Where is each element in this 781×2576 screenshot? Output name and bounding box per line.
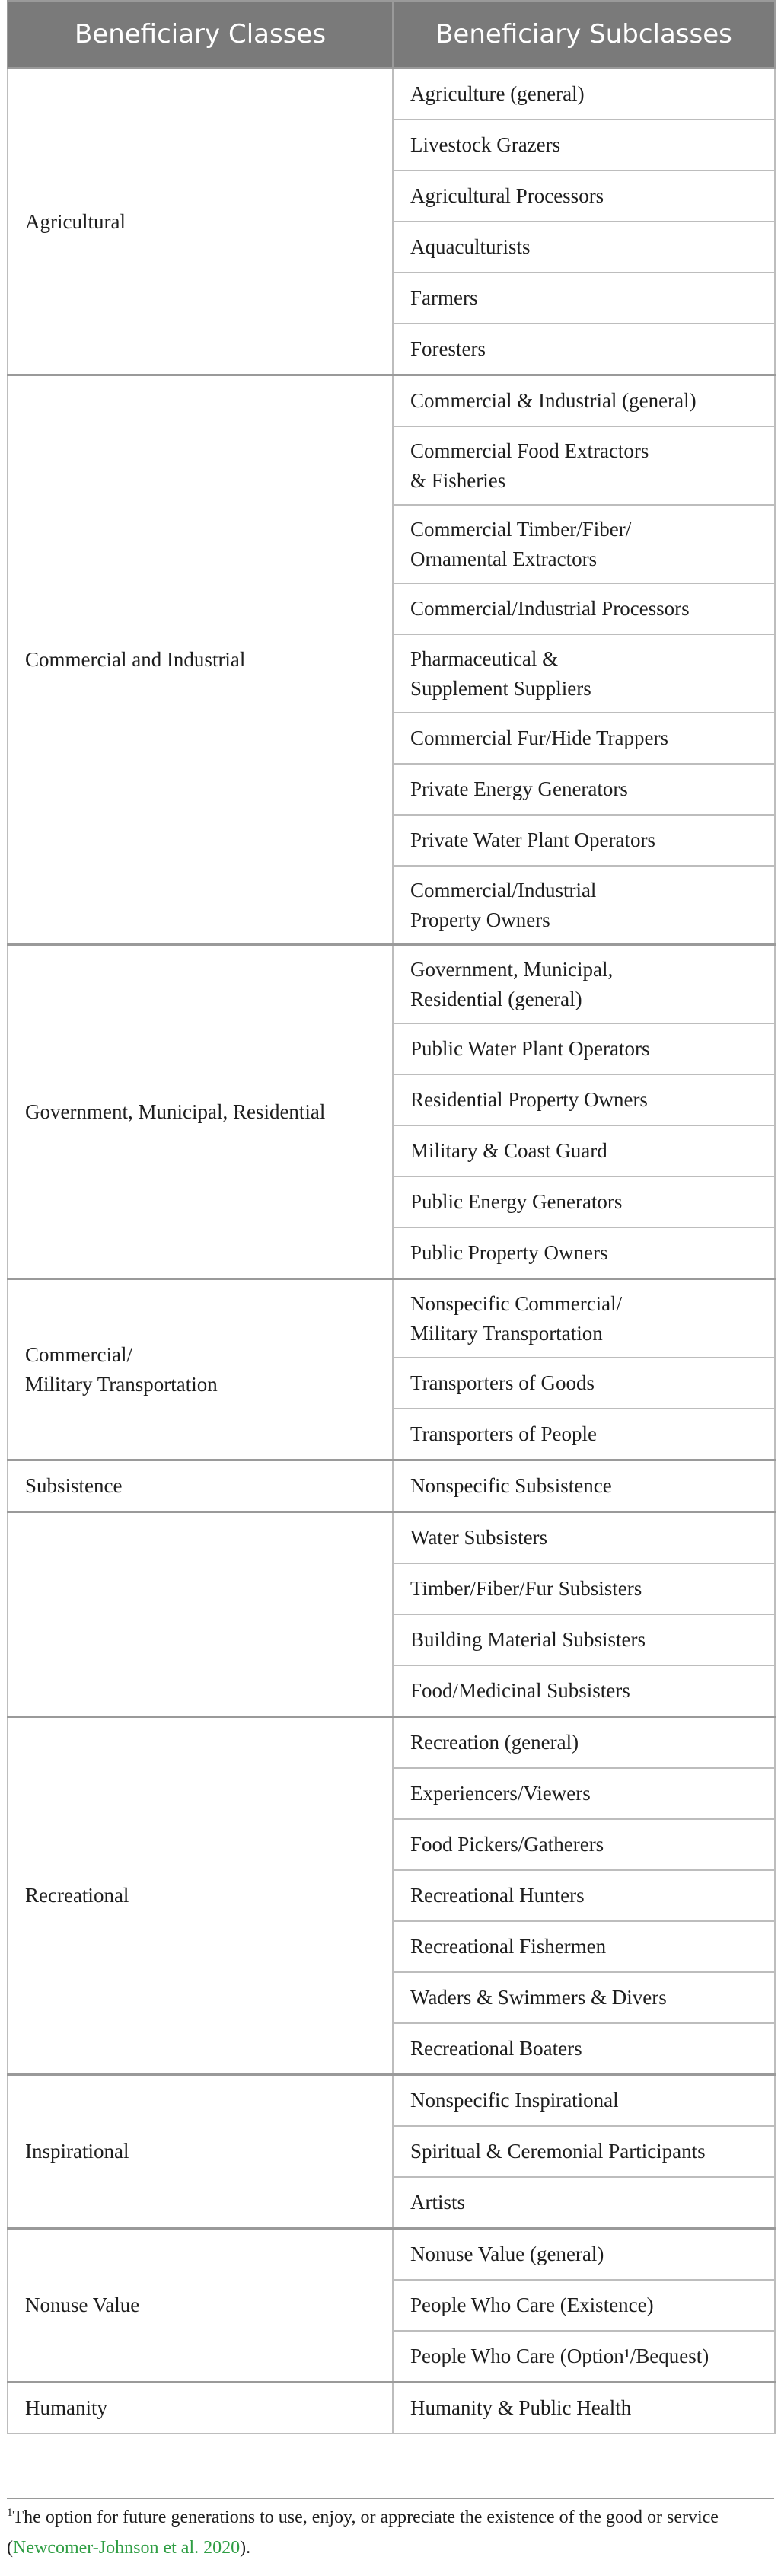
beneficiary-class-cell: Government, Municipal, Residential <box>8 945 393 1279</box>
beneficiary-subclass-cell: Food/Medicinal Subsisters <box>393 1665 775 1717</box>
table-header-row <box>8 1 775 69</box>
table-row <box>8 375 775 427</box>
beneficiary-subclass-cell: Pharmaceutical & Supplement Suppliers <box>393 634 775 713</box>
beneficiary-table <box>7 0 776 2434</box>
beneficiary-subclass-cell: Timber/Fiber/Fur Subsisters <box>393 1563 775 1614</box>
beneficiary-subclass-cell: Recreational Fishermen <box>393 1921 775 1972</box>
beneficiary-subclass-cell: People Who Care (Option¹/Bequest) <box>393 2331 775 2383</box>
beneficiary-subclass-cell: Foresters <box>393 324 775 375</box>
beneficiary-subclass-cell: Experiencers/Viewers <box>393 1768 775 1819</box>
header-beneficiary-subclasses: Beneficiary Subclasses <box>393 1 775 69</box>
footnote-marker: 1 <box>7 2507 13 2519</box>
header-beneficiary-classes: Beneficiary Classes <box>8 1 393 69</box>
beneficiary-class-cell: Humanity <box>8 2383 393 2434</box>
beneficiary-subclass-cell: Agricultural Processors <box>393 171 775 222</box>
beneficiary-subclass-cell: Commercial/Industrial Processors <box>393 583 775 634</box>
beneficiary-subclass-cell: People Who Care (Existence) <box>393 2280 775 2331</box>
beneficiary-table-container <box>7 0 774 2434</box>
beneficiary-subclass-cell: Building Material Subsisters <box>393 1614 775 1665</box>
beneficiary-class-cell: Commercial and Industrial <box>8 375 393 945</box>
beneficiary-subclass-cell: Aquaculturists <box>393 222 775 273</box>
beneficiary-class-cell: Subsistence <box>8 1460 393 1512</box>
beneficiary-subclass-cell: Food Pickers/Gatherers <box>393 1819 775 1870</box>
beneficiary-subclass-cell: Water Subsisters <box>393 1512 775 1564</box>
footnote-text: The option for future generations to use, enjoy, or appreciate the existence of the good or service ( <box>7 2507 719 2558</box>
beneficiary-subclass-cell: Transporters of People <box>393 1409 775 1460</box>
beneficiary-class-cell: Nonuse Value <box>8 2229 393 2383</box>
beneficiary-subclass-cell: Government, Municipal, Residential (general) <box>393 945 775 1024</box>
beneficiary-subclass-cell: Agriculture (general) <box>393 69 775 120</box>
beneficiary-subclass-cell: Commercial & Industrial (general) <box>393 375 775 427</box>
table-row <box>8 69 775 120</box>
beneficiary-subclass-cell: Commercial Fur/Hide Trappers <box>393 713 775 764</box>
beneficiary-subclass-cell: Commercial Timber/Fiber/ Ornamental Extractors <box>393 505 775 583</box>
beneficiary-subclass-cell: Private Water Plant Operators <box>393 815 775 866</box>
beneficiary-subclass-cell: Recreational Boaters <box>393 2023 775 2075</box>
table-row <box>8 945 775 1024</box>
beneficiary-subclass-cell: Public Water Plant Operators <box>393 1023 775 1074</box>
beneficiary-subclass-cell: Nonspecific Subsistence <box>393 1460 775 1512</box>
footnote-divider <box>7 2498 774 2499</box>
footnote-citation-link[interactable]: Newcomer-Johnson et al. 2020 <box>13 2538 241 2558</box>
beneficiary-class-cell <box>8 1512 393 1717</box>
table-row <box>8 1512 775 1564</box>
beneficiary-subclass-cell: Military & Coast Guard <box>393 1125 775 1176</box>
table-row <box>8 2383 775 2434</box>
table-row <box>8 2229 775 2281</box>
beneficiary-subclass-cell: Waders & Swimmers & Divers <box>393 1972 775 2023</box>
table-body <box>8 69 775 2434</box>
beneficiary-class-cell: Agricultural <box>8 69 393 375</box>
footnote-closing: ). <box>240 2538 251 2558</box>
beneficiary-subclass-cell: Nonspecific Inspirational <box>393 2075 775 2127</box>
table-row <box>8 1460 775 1512</box>
beneficiary-subclass-cell: Humanity & Public Health <box>393 2383 775 2434</box>
beneficiary-subclass-cell: Farmers <box>393 273 775 324</box>
beneficiary-subclass-cell: Recreational Hunters <box>393 1870 775 1921</box>
beneficiary-subclass-cell: Nonspecific Commercial/ Military Transportation <box>393 1279 775 1358</box>
beneficiary-subclass-cell: Commercial Food Extractors & Fisheries <box>393 426 775 505</box>
beneficiary-class-cell: Commercial/ Military Transportation <box>8 1279 393 1460</box>
beneficiary-subclass-cell: Transporters of Goods <box>393 1358 775 1409</box>
beneficiary-class-cell: Inspirational <box>8 2075 393 2229</box>
beneficiary-subclass-cell: Public Energy Generators <box>393 1176 775 1227</box>
beneficiary-subclass-cell: Spiritual & Ceremonial Participants <box>393 2126 775 2177</box>
beneficiary-subclass-cell: Livestock Grazers <box>393 120 775 171</box>
table-row <box>8 1279 775 1358</box>
beneficiary-subclass-cell: Commercial/Industrial Property Owners <box>393 866 775 945</box>
beneficiary-subclass-cell: Nonuse Value (general) <box>393 2229 775 2281</box>
footnote <box>7 2502 774 2563</box>
beneficiary-subclass-cell: Residential Property Owners <box>393 1074 775 1125</box>
beneficiary-class-cell: Recreational <box>8 1717 393 2075</box>
beneficiary-subclass-cell: Recreation (general) <box>393 1717 775 1769</box>
table-row <box>8 2075 775 2127</box>
beneficiary-subclass-cell: Public Property Owners <box>393 1227 775 1279</box>
beneficiary-subclass-cell: Private Energy Generators <box>393 764 775 815</box>
table-row <box>8 1717 775 1769</box>
beneficiary-subclass-cell: Artists <box>393 2177 775 2229</box>
